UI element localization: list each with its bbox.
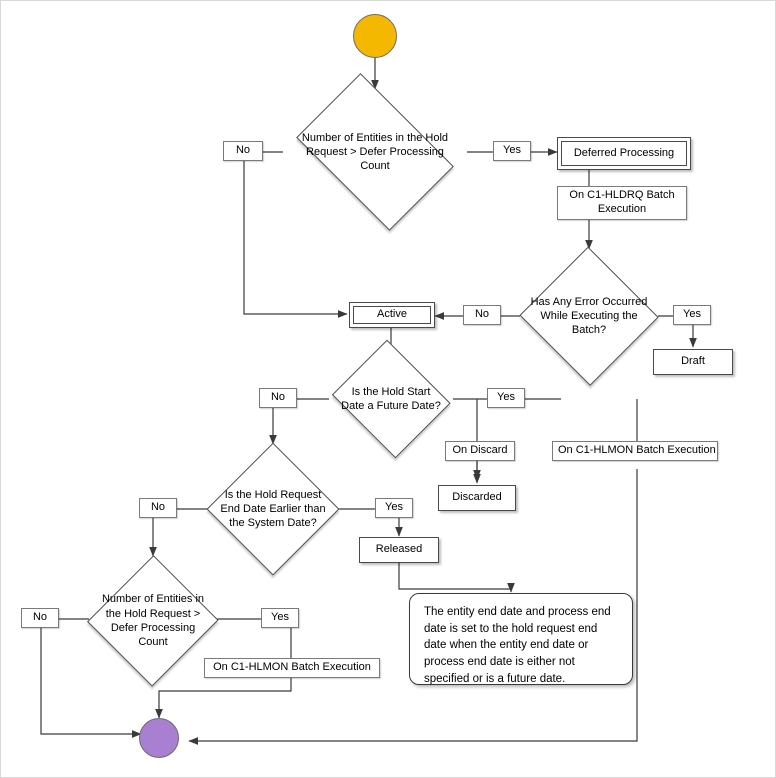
decision-label: Number of Entities in the Hold Request > Defer Processing Count xyxy=(101,593,205,649)
node-released xyxy=(359,537,439,563)
node-label: Deferred Processing xyxy=(561,141,687,166)
node-active xyxy=(349,302,435,328)
decision-hold-end-date-earlier xyxy=(208,444,338,574)
edge-label-d2-no: No xyxy=(463,305,501,325)
end-terminator xyxy=(139,718,179,758)
start-terminator xyxy=(353,14,397,58)
node-discarded xyxy=(438,485,516,511)
node-draft xyxy=(653,349,733,375)
node-label: Active xyxy=(353,306,431,324)
decision-error-occurred xyxy=(520,249,658,383)
node-deferred-processing xyxy=(557,137,691,170)
decision-entities-gt-defer-count-2 xyxy=(89,556,217,686)
node-label: Released xyxy=(375,543,423,556)
edge-label-d3-yes: Yes xyxy=(487,388,525,408)
edge-label-d4-yes: Yes xyxy=(375,498,413,518)
edge-label-d1-yes: Yes xyxy=(493,141,531,161)
edge-label-d4-no: No xyxy=(139,498,177,518)
edge-label-on-discard: On Discard xyxy=(445,441,515,461)
decision-label: Has Any Error Occurred While Executing the Batch? xyxy=(530,295,648,337)
edge-label-hlmon-batch-execution-right: On C1-HLMON Batch Execution xyxy=(552,441,718,461)
decision-label: Is the Hold Start Date a Future Date? xyxy=(341,385,441,412)
edge-label-d5-no: No xyxy=(21,608,59,628)
edge-label-hldrq-batch-execution: On C1-HLDRQ Batch Execution xyxy=(557,186,687,220)
decision-hold-start-date-future xyxy=(329,345,453,453)
edge-label-d5-yes: Yes xyxy=(261,608,299,628)
edge-label-d1-no: No xyxy=(223,141,263,161)
edge-label-d3-no: No xyxy=(259,388,297,408)
node-label: Discarded xyxy=(452,491,502,504)
decision-label: Is the Hold Request End Date Earlier than the System Date? xyxy=(220,488,326,530)
edge-label-d2-yes: Yes xyxy=(673,305,711,325)
decision-label: Number of Entities in the Hold Request > Defer Processing Count xyxy=(301,131,449,173)
node-label: Draft xyxy=(681,355,705,368)
decision-entities-gt-defer-count-1 xyxy=(283,89,467,215)
edge-label-hlmon-batch-execution-bottom: On C1-HLMON Batch Execution xyxy=(204,658,380,678)
note-entity-end-date: The entity end date and process end date is set to the hold request end date when the entity end date or process end date is either not specified or is a future date. xyxy=(409,593,633,685)
